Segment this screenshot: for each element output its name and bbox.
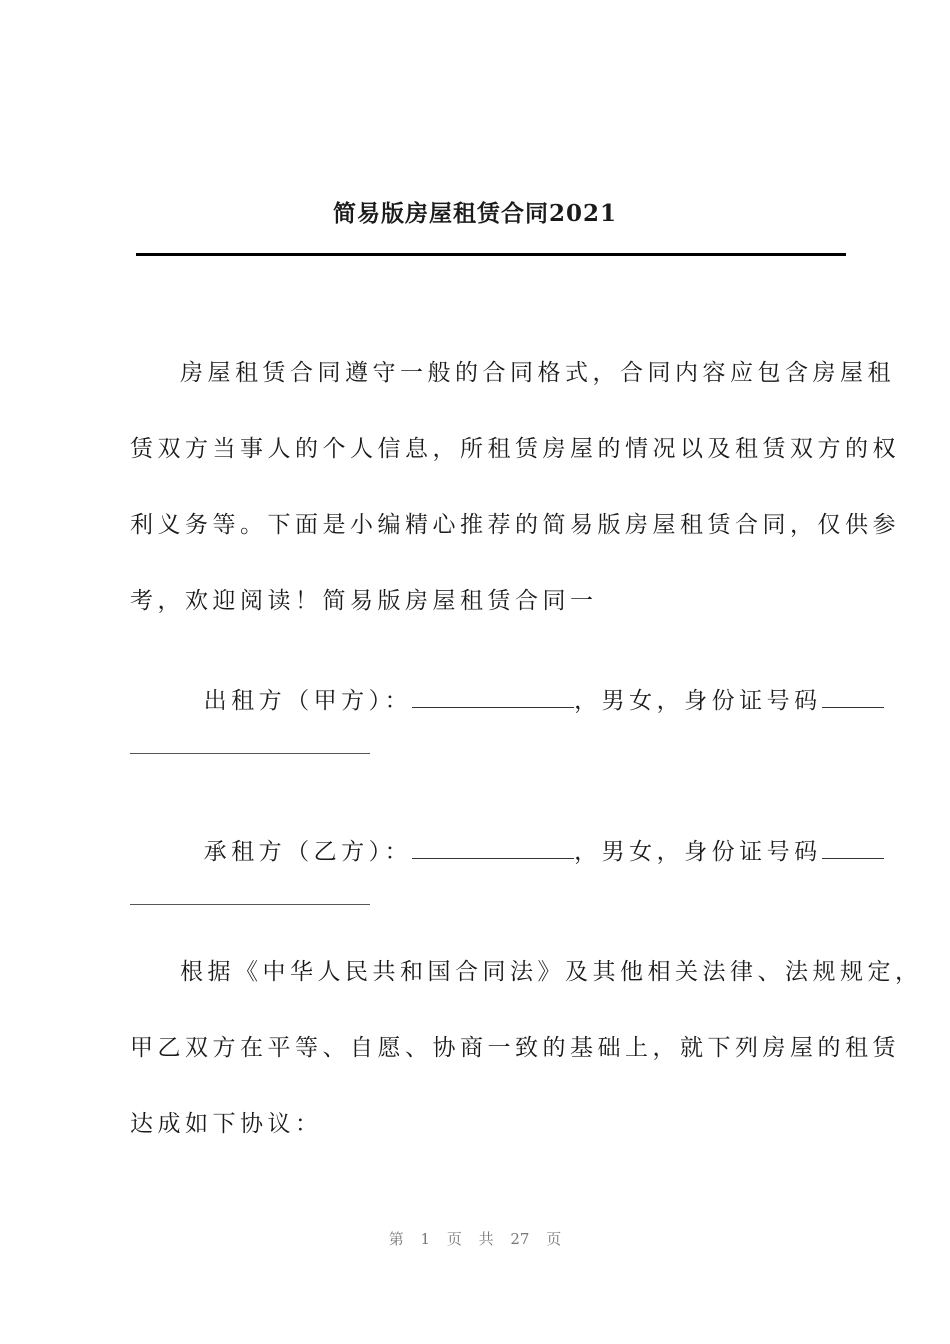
title-divider <box>136 253 846 256</box>
intro-line-1: 房屋租赁合同遵守一般的合同格式，合同内容应包含房屋租 <box>180 360 895 386</box>
intro-line-2: 赁双方当事人的个人信息，所租赁房屋的情况以及租赁双方的权 <box>130 436 900 462</box>
basis-line-2: 甲乙双方在平等、自愿、协商一致的基础上，就下列房屋的租赁 <box>130 1035 900 1061</box>
lessor-id-continuation-blank[interactable] <box>130 752 370 754</box>
document-title: 简易版房屋租赁合同2021 <box>332 200 617 227</box>
lessee-middle: ，男女，身份证号码 <box>574 839 822 865</box>
lessee-name-blank[interactable] <box>412 836 574 859</box>
lessor-name-blank[interactable] <box>412 685 574 708</box>
page-number-footer: 第 1 页 共 27 页 <box>388 1230 562 1248</box>
basis-line-1: 根据《中华人民共和国合同法》及其他相关法律、法规规定， <box>180 959 923 985</box>
intro-line-4: 考，欢迎阅读！简易版房屋租赁合同一 <box>130 588 598 614</box>
lessee-id-blank[interactable] <box>822 836 884 859</box>
basis-line-3: 达成如下协议： <box>130 1111 323 1137</box>
lessee-label: 承租方（乙方）： <box>203 839 413 865</box>
lessor-label: 出租方（甲方）： <box>203 688 413 714</box>
lessee-id-continuation-blank[interactable] <box>130 903 370 905</box>
lessor-line <box>180 656 884 715</box>
lessor-middle: ，男女，身份证号码 <box>574 688 822 714</box>
lessor-id-blank[interactable] <box>822 685 884 708</box>
lessee-line <box>180 807 884 866</box>
intro-line-3: 利义务等。下面是小编精心推荐的简易版房屋租赁合同，仅供参 <box>130 512 900 538</box>
